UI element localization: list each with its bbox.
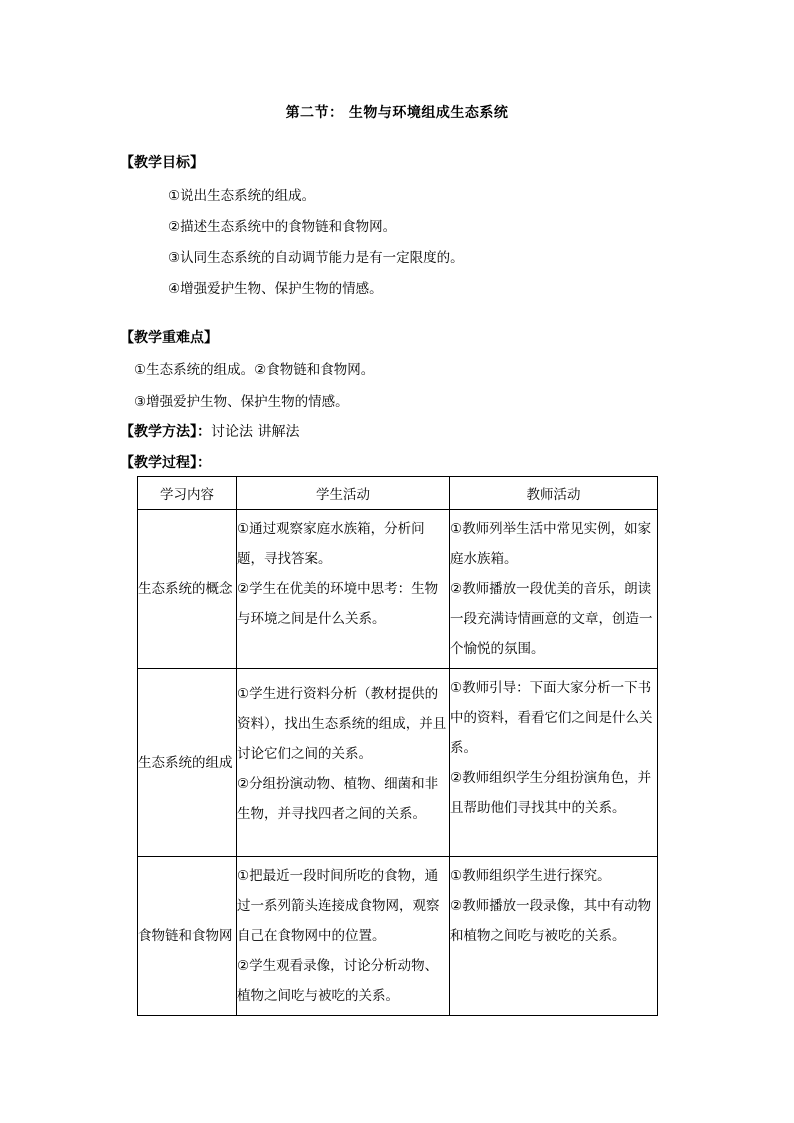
teacher-activity: ①教师组织学生进行探究。	[450, 868, 611, 884]
process-heading: 【教学过程】：	[120, 455, 211, 471]
student-activity-cell	[237, 857, 450, 1016]
teacher-activity: ②教师组织学生分组扮演角色，并且帮助他们寻找其中的关系。	[450, 770, 652, 816]
student-activity: ②学生在优美的环境中思考：生物与环境之间是什么关系。	[237, 581, 439, 627]
keypoint-item: ③增强爱护生物、保护生物的情感。	[134, 394, 349, 410]
teacher-activity: ②教师播放一段优美的音乐，朗读一段充满诗情画意的文章，创造一个愉悦的氛围。	[450, 581, 653, 657]
keypoint-item: ①生态系统的组成。②食物链和食物网。	[134, 362, 375, 378]
row-content-cell	[138, 669, 237, 857]
methods-value: 讨论法 讲解法	[211, 424, 300, 440]
objective-item: ③认同生态系统的自动调节能力是有一定限度的。	[168, 250, 464, 266]
keypoints-heading: 【教学重难点】	[120, 330, 218, 346]
column-header-student: 学生活动	[237, 477, 450, 510]
student-activity-cell	[237, 510, 450, 669]
row-content-cell	[138, 857, 237, 1016]
objective-item: ④增强爱护生物、保护生物的情感。	[168, 281, 383, 297]
teacher-activity: ①教师引导：下面大家分析一下书中的资料，看看它们之间是什么关系。	[450, 680, 653, 756]
row-content: 生态系统的概念	[138, 581, 233, 597]
row-content: 生态系统的组成	[138, 754, 233, 771]
page-title: 第二节： 生物与环境组成生态系统	[285, 105, 509, 121]
teacher-activity-cell	[450, 857, 658, 1016]
teacher-activity: ①教师列举生活中常见实例，如家庭水族箱。	[450, 521, 652, 567]
row-content: 食物链和食物网	[138, 928, 233, 944]
student-activity: ②分组扮演动物、植物、细菌和非生物，并寻找四者之间的关系。	[237, 776, 439, 822]
methods-label: 【教学方法】：	[120, 424, 211, 440]
objective-item: ①说出生态系统的组成。	[168, 188, 316, 204]
row-content-cell	[138, 510, 237, 669]
teacher-activity-cell	[450, 510, 658, 669]
process-table	[137, 476, 658, 1016]
methods-heading	[120, 421, 299, 441]
student-activity: ②学生观看录像，讨论分析动物、植物之间吃与被吃的关系。	[237, 958, 439, 1004]
student-activity: ①把最近一段时间所吃的食物，通过一系列箭头连接成食物网，观察自己在食物网中的位置。	[237, 868, 440, 944]
table-row	[138, 857, 658, 1016]
teacher-activity-cell	[450, 669, 658, 857]
student-activity: ①学生进行资料分析（教材提供的资料），找出生态系统的组成，并且讨论它们之间的关系。	[237, 686, 447, 762]
student-activity: ①通过观察家庭水族箱，分析问题，寻找答案。	[237, 521, 425, 567]
teacher-activity: ②教师播放一段录像，其中有动物和植物之间吃与被吃的关系。	[450, 898, 652, 944]
objectives-heading: 【教学目标】	[120, 155, 204, 171]
student-activity-cell	[237, 669, 450, 857]
column-header-content: 学习内容	[138, 477, 237, 510]
objective-item: ②描述生态系统中的食物链和食物网。	[168, 219, 397, 235]
table-row	[138, 510, 658, 669]
column-header-teacher: 教师活动	[450, 477, 658, 510]
table-header-row	[138, 477, 658, 510]
table-row	[138, 669, 658, 857]
